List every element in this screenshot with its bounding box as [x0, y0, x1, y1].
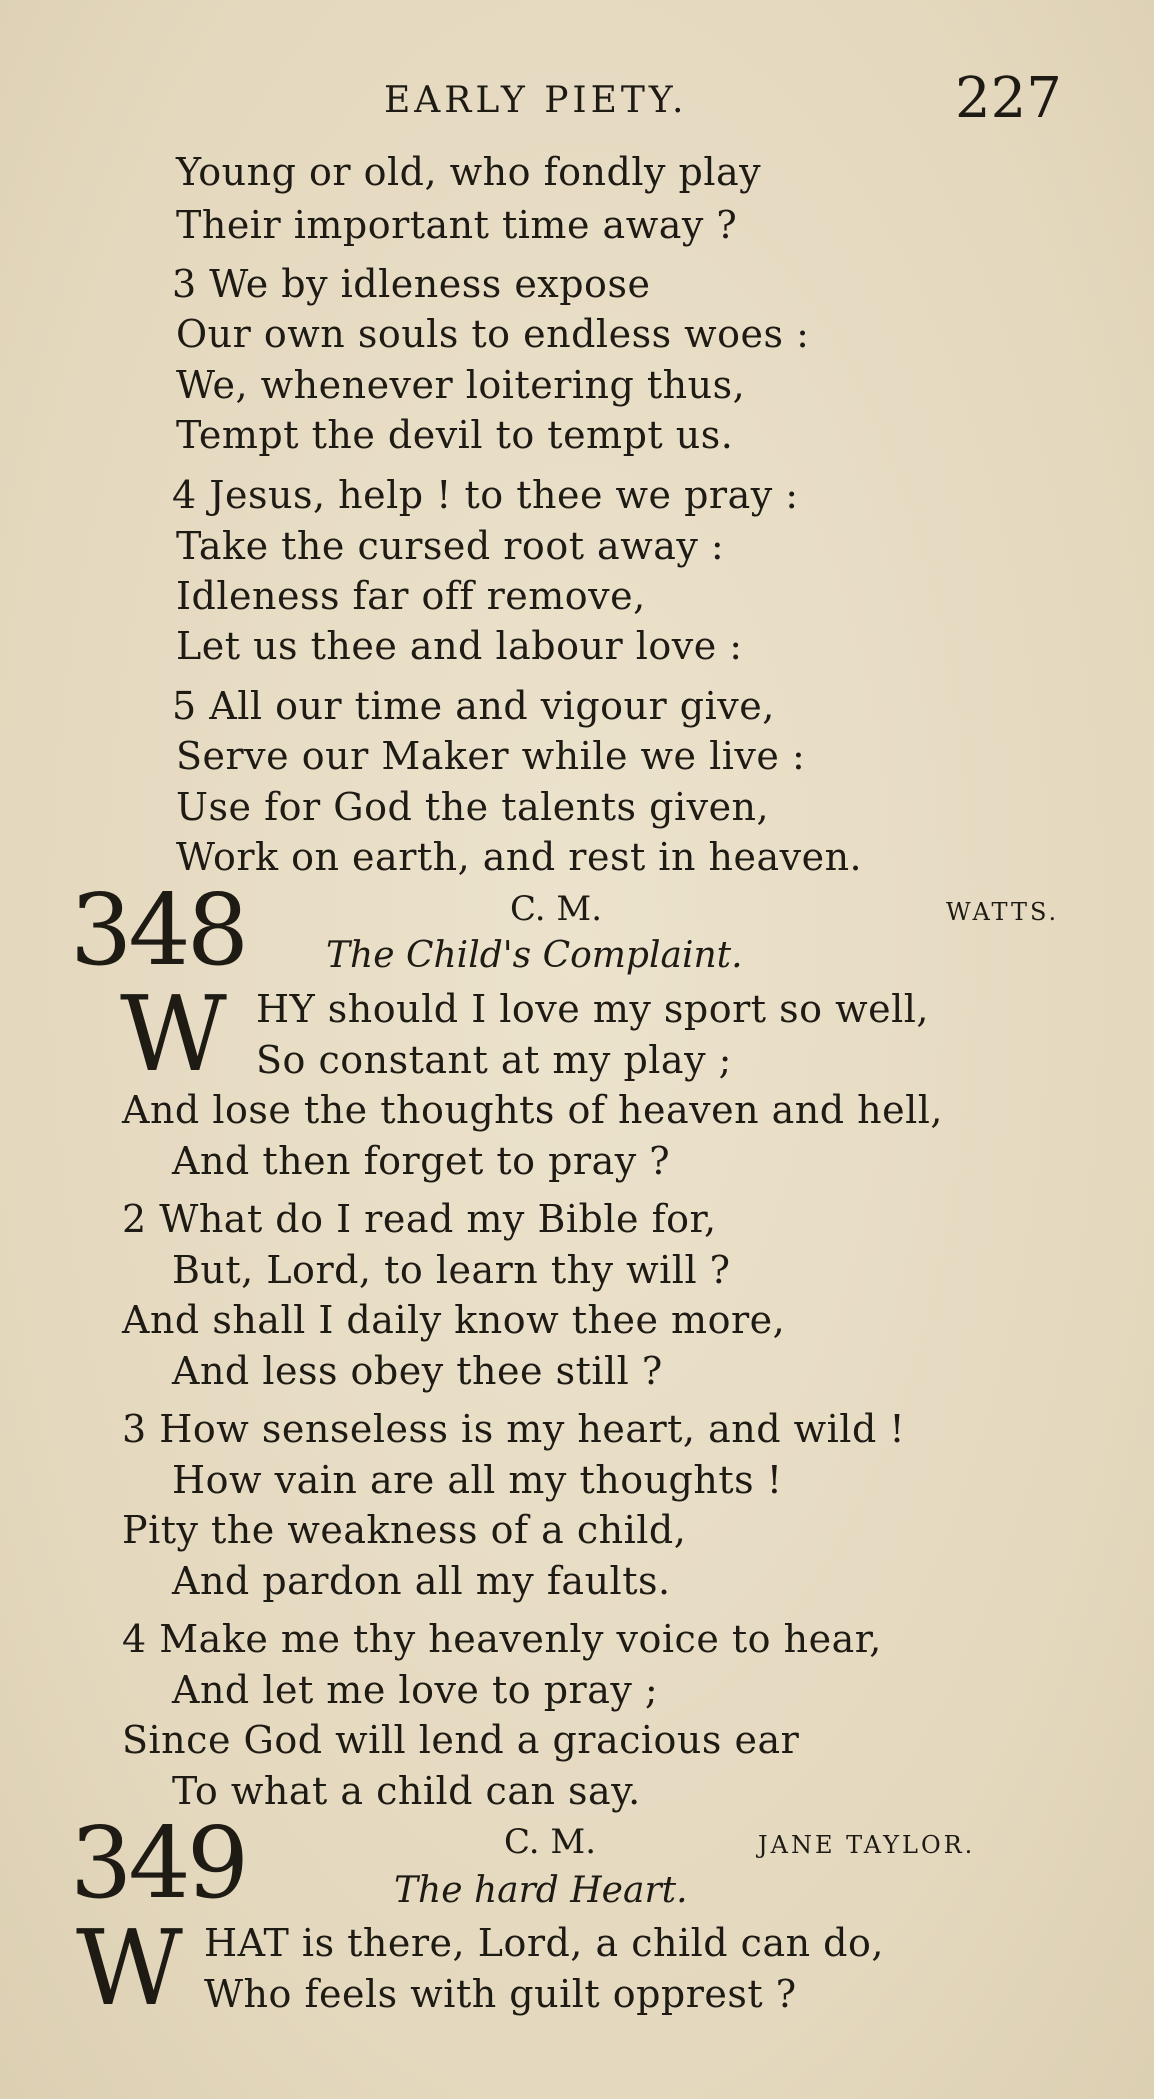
- verse-line: Our own souls to endless woes :: [176, 312, 810, 356]
- verse-line: We, whenever loitering thus,: [176, 363, 746, 407]
- verse-line: Who feels with guilt opprest ?: [204, 1972, 797, 2016]
- verse-line: Work on earth, and rest in heaven.: [176, 835, 863, 879]
- hymn-meter: C. M.: [504, 1822, 597, 1862]
- verse-line: Since God will lend a gracious ear: [122, 1718, 800, 1762]
- running-header: EARLY PIETY.: [384, 80, 688, 121]
- verse-line: HY should I love my sport so well,: [256, 987, 930, 1031]
- hymn-author: JANE TAYLOR.: [758, 1831, 976, 1859]
- verse-line: And lose the thoughts of heaven and hell,: [122, 1088, 944, 1132]
- verse-line: How vain are all my thoughts !: [172, 1458, 783, 1502]
- verse-line: Serve our Maker while we live :: [176, 734, 806, 778]
- verse-line: And less obey thee still ?: [172, 1349, 663, 1393]
- verse-line: 5 All our time and vigour give,: [172, 684, 775, 728]
- verse-line: Use for God the talents given,: [176, 785, 770, 829]
- verse-line: 2 What do I read my Bible for,: [122, 1197, 717, 1241]
- verse-line: Idleness far off remove,: [176, 574, 646, 618]
- verse-line: To what a child can say.: [172, 1769, 641, 1813]
- verse-line: So constant at my play ;: [256, 1038, 732, 1082]
- hymn-number: 348: [70, 874, 246, 988]
- verse-line: 4 Jesus, help ! to thee we pray :: [172, 473, 799, 517]
- verse-line: Their important time away ?: [176, 203, 738, 247]
- hymn-title: The hard Heart.: [394, 1870, 688, 1911]
- hymn-title: The Child's Complaint.: [326, 935, 743, 976]
- drop-cap: W: [76, 1907, 183, 2029]
- verse-line: And let me love to pray ;: [172, 1668, 659, 1712]
- verse-line: 4 Make me thy heavenly voice to hear,: [122, 1617, 882, 1661]
- verse-line: And pardon all my faults.: [172, 1559, 671, 1603]
- drop-cap: W: [120, 973, 227, 1095]
- verse-line: Let us thee and labour love :: [176, 624, 743, 668]
- verse-line: Take the cursed root away :: [176, 524, 725, 568]
- page-number: 227: [955, 66, 1062, 131]
- verse-line: Young or old, who fondly play: [176, 150, 762, 194]
- verse-line: But, Lord, to learn thy will ?: [172, 1248, 731, 1292]
- verse-line: Pity the weakness of a child,: [122, 1508, 687, 1552]
- verse-line: And then forget to pray ?: [172, 1139, 671, 1183]
- hymn-author: WATTS.: [946, 898, 1060, 926]
- hymn-number: 349: [70, 1807, 246, 1921]
- verse-line: HAT is there, Lord, a child can do,: [204, 1921, 884, 1965]
- verse-line: 3 How senseless is my heart, and wild !: [122, 1407, 906, 1451]
- hymn-meter: C. M.: [510, 889, 603, 929]
- verse-line: 3 We by idleness expose: [172, 262, 651, 306]
- verse-line: And shall I daily know thee more,: [122, 1298, 786, 1342]
- verse-line: Tempt the devil to tempt us.: [176, 413, 734, 457]
